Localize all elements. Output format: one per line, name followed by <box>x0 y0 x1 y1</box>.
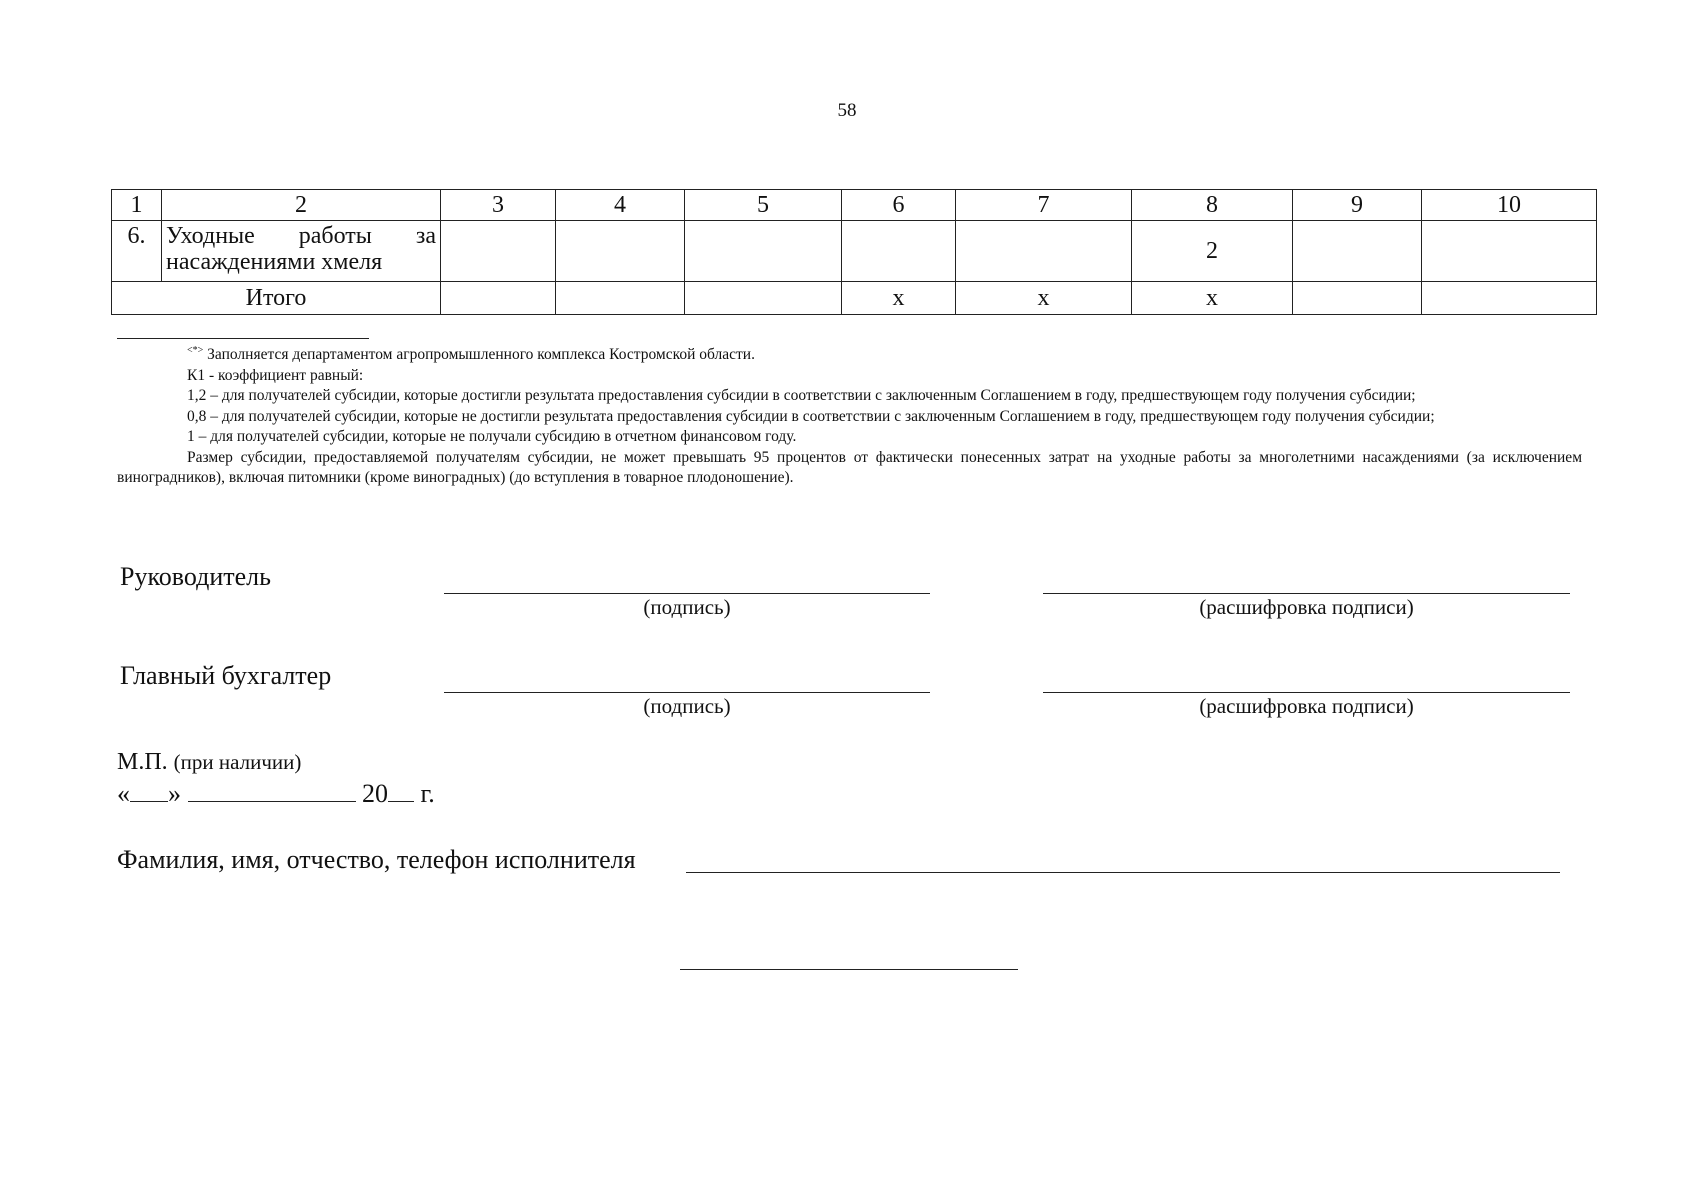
subsidy-limit-note: Размер субсидии, предоставляемой получателям субсидии, не может превышать 95 процентов от фактически понесенных затрат на уходные работы за многолетними насаждениями (за исключением виноградников), включая питомники (кроме виноградных) (до вступления в товарное плодоношение). <box>117 448 1582 487</box>
k1-definition: К1 - коэффициент равный: <box>187 366 364 384</box>
table-cell <box>441 221 556 282</box>
column-number: 5 <box>685 190 842 221</box>
table-cell <box>1422 282 1597 315</box>
column-number: 9 <box>1293 190 1422 221</box>
accountant-decoding-line <box>1043 692 1570 693</box>
total-cell-col7: х <box>956 282 1132 315</box>
table-row <box>112 221 1597 282</box>
column-number: 8 <box>1132 190 1293 221</box>
column-number-row <box>112 190 1597 221</box>
page-number: 58 <box>837 100 857 121</box>
column-number: 1 <box>112 190 162 221</box>
accountant-signature-line <box>444 692 930 693</box>
table-cell <box>441 282 556 315</box>
table-cell <box>685 221 842 282</box>
table-cell <box>956 221 1132 282</box>
executor-line <box>686 872 1560 873</box>
k1-value-1: 1 – для получателей субсидии, которые не получали субсидию в отчетном финансовом году. <box>187 428 797 446</box>
table-cell-col8: 2 <box>1132 221 1293 282</box>
accountant-signature-caption: (подпись) <box>643 694 731 718</box>
table-cell <box>685 282 842 315</box>
column-number: 4 <box>556 190 685 221</box>
total-cell-col6: х <box>842 282 956 315</box>
day-blank <box>130 779 168 802</box>
head-decoding-caption: (расшифровка подписи) <box>1199 595 1414 619</box>
table-cell <box>1293 282 1422 315</box>
total-label: Итого <box>112 282 441 315</box>
table-cell <box>1293 221 1422 282</box>
table-cell <box>1422 221 1597 282</box>
head-label: Руководитель <box>120 562 271 591</box>
column-number: 3 <box>441 190 556 221</box>
subsidy-table <box>111 189 1597 315</box>
total-cell-col8: х <box>1132 282 1293 315</box>
column-number: 7 <box>956 190 1132 221</box>
footnote-marker: <*> <box>187 345 204 356</box>
column-number: 10 <box>1422 190 1597 221</box>
column-number: 2 <box>162 190 441 221</box>
notes <box>117 341 1582 489</box>
date-field: « » 20 г. <box>117 779 435 808</box>
k1-value-1-2: 1,2 – для получателей субсидии, которые достигли результата предоставления субсидии в соответствии с заключенным Соглашением в году, предшествующем году получения субсидии; <box>187 387 1416 405</box>
executor-label: Фамилия, имя, отчество, телефон исполнителя <box>117 845 636 874</box>
end-of-document-line <box>680 969 1018 970</box>
row-name: Уходные работы за насаждениями хмеля <box>162 221 441 282</box>
row-number: 6. <box>112 221 162 282</box>
head-signature-line <box>444 593 930 594</box>
total-row <box>112 282 1597 315</box>
year-blank <box>388 779 414 802</box>
head-signature-caption: (подпись) <box>643 595 731 619</box>
stamp-place: М.П. (при наличии) <box>117 749 302 775</box>
month-blank <box>188 779 356 802</box>
column-number: 6 <box>842 190 956 221</box>
accountant-label: Главный бухгалтер <box>120 661 332 690</box>
footnote: <*> Заполняется департаментом агропромышленного комплекса Костромской области. <box>187 345 755 364</box>
head-decoding-line <box>1043 593 1570 594</box>
k1-value-0-8: 0,8 – для получателей субсидии, которые не достигли результата предоставления субсидии в соответствии с заключенным Соглашением в году, предшествующем году получения субсидии; <box>187 407 1435 425</box>
footnote-divider <box>117 338 369 339</box>
accountant-decoding-caption: (расшифровка подписи) <box>1199 694 1414 718</box>
table-cell <box>556 282 685 315</box>
table-cell <box>556 221 685 282</box>
table-cell <box>842 221 956 282</box>
